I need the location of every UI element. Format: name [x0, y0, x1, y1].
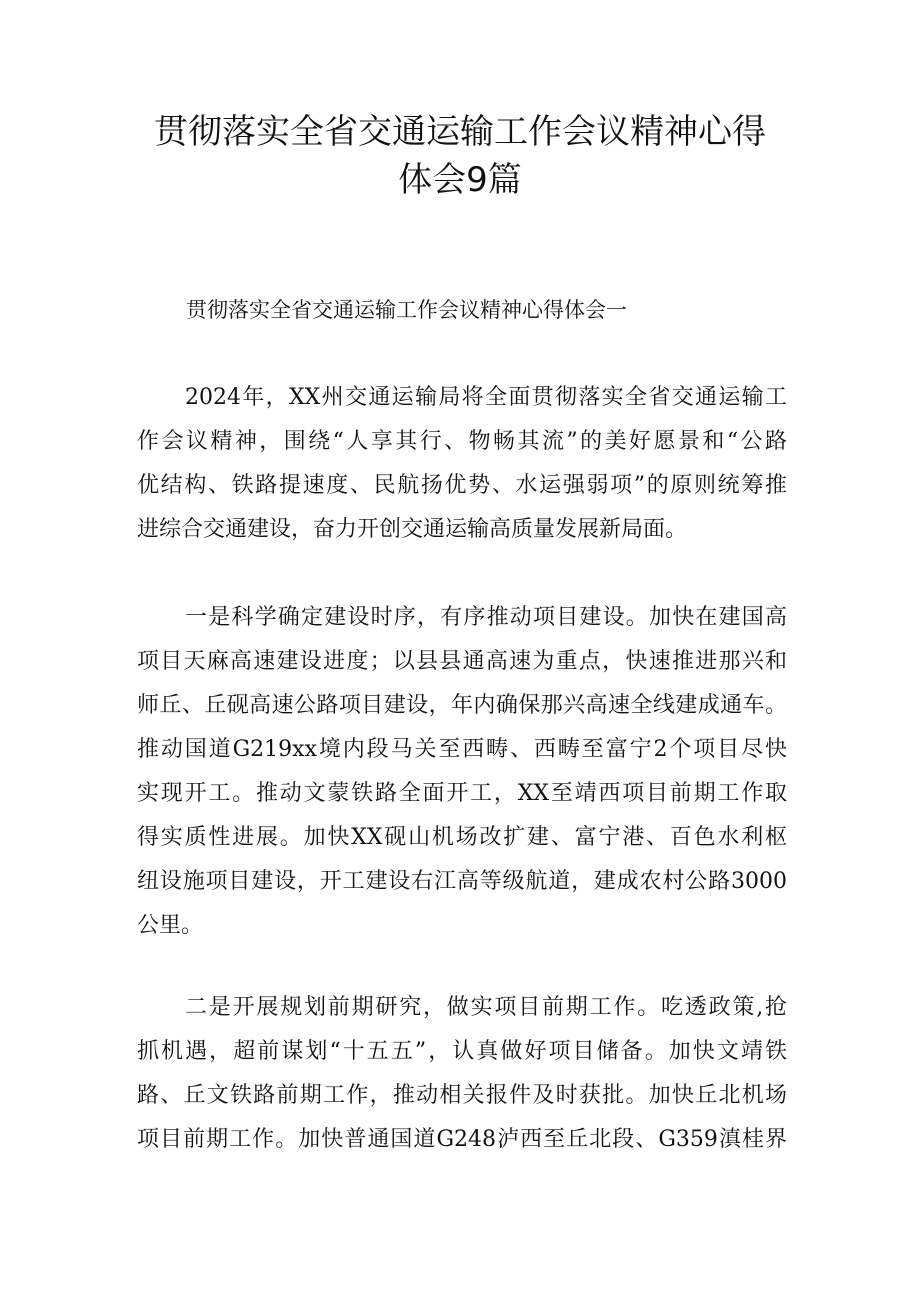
- paragraph-line: 纽设施项目建设，开工建设右江高等级航道，建成农村公路3000: [137, 869, 787, 894]
- paragraph-line: 师丘、丘砚高速公路项目建设，年内确保那兴高速全线建成通车。: [137, 693, 787, 718]
- paragraph-line: 路、丘文铁路前期工作，推动相关报件及时获批。加快丘北机场: [137, 1083, 787, 1108]
- paragraph-line: 进综合交通建设，奋力开创交通运输高质量发展新局面。: [137, 517, 688, 542]
- paragraph-line: 项目天麻高速建设进度；以县县通高速为重点，快速推进那兴和: [137, 649, 787, 674]
- paragraph-line: 一是科学确定建设时序，有序推动项目建设。加快在建国高: [185, 605, 787, 630]
- paragraph-intro: [137, 376, 787, 552]
- title-line-1: 贯彻落实全省交通运输工作会议精神心得: [154, 112, 766, 152]
- section-heading: 贯彻落实全省交通运输工作会议精神心得体会一: [186, 298, 627, 322]
- paragraph-point-one: [137, 596, 787, 948]
- title-line-2: 体会9篇: [398, 160, 522, 200]
- paragraph-line: 作会议精神，围绕“人享其行、物畅其流”的美好愿景和“公路: [137, 429, 787, 454]
- paragraph-line: 抓机遇，超前谋划“十五五”，认真做好项目储备。加快文靖铁: [137, 1039, 787, 1064]
- paragraph-line: 二是开展规划前期研究，做实项目前期工作。吃透政策,抢: [185, 995, 787, 1020]
- paragraph-line: 推动国道G219xx境内段马关至西畴、西畴至富宁2个项目尽快: [137, 737, 787, 762]
- paragraph-line: 实现开工。推动文蒙铁路全面开工，XX至靖西项目前期工作取: [137, 781, 787, 806]
- paragraph-line: 优结构、铁路提速度、民航扬优势、水运强弱项”的原则统筹推: [137, 473, 787, 498]
- paragraph-line: 项目前期工作。加快普通国道G248泸西至丘北段、G359滇桂界: [137, 1127, 787, 1152]
- document-title: [0, 108, 920, 204]
- paragraph-point-two: [137, 986, 787, 1162]
- paragraph-line: 2024年，XX州交通运输局将全面贯彻落实全省交通运输工: [185, 385, 787, 410]
- paragraph-line: 公里。: [137, 913, 204, 938]
- paragraph-line: 得实质性进展。加快XX砚山机场改扩建、富宁港、百色水利枢: [137, 825, 787, 850]
